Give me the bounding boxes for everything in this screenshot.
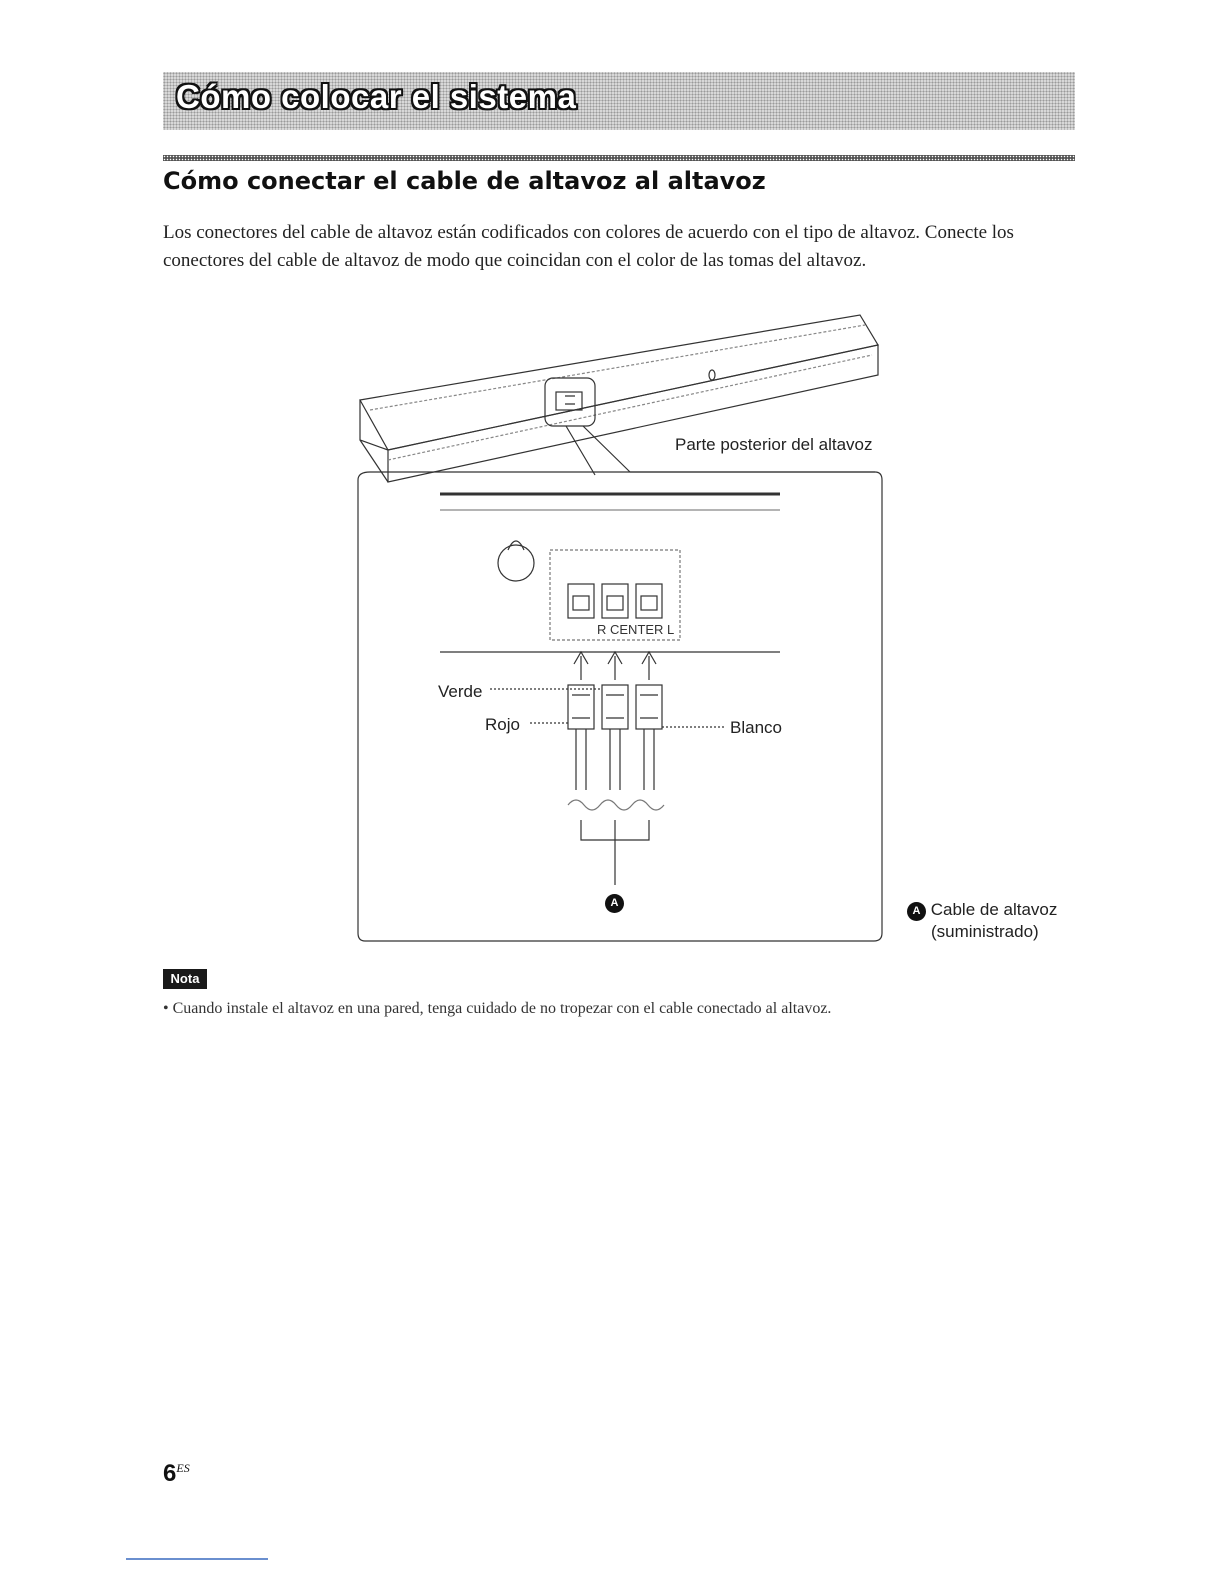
arrow-r [574,652,588,680]
plug-white [636,685,662,729]
terminal-label: R CENTER L [597,622,675,637]
plug-green [602,685,628,729]
plug-red [568,685,594,729]
legend-text-line2: (suministrado) [931,922,1039,941]
page-number-suffix: ES [176,1461,190,1475]
terminal-highlight [545,378,595,426]
speaker-bar-outline [360,315,878,450]
page-number [163,1460,190,1488]
note-text: • Cuando instale el altavoz en una pared, tenga cuidado de no tropezar con el cable conectado al altavoz. [163,1000,832,1017]
legend-marker-a: A [907,902,926,921]
section-heading: Cómo conectar el cable de altavoz al altavoz [163,167,766,195]
legend-text-line1: Cable de altavoz [930,900,1058,919]
page-title: Cómo colocar el sistema [176,78,577,115]
detail-frame [358,472,882,941]
arrow-center [608,652,622,680]
green-plug-label: Verde [438,682,483,701]
cable-marker-a: A [605,894,624,913]
speaker-connection-diagram [340,300,1080,950]
cable-legend [907,899,1057,943]
page-number-value: 6 [163,1460,177,1487]
back-of-speaker-label: Parte posterior del altavoz [675,435,873,454]
intro-paragraph: Los conectores del cable de altavoz están codificados con colores de acuerdo con el tipo de altavoz. Conecte los conectores del cable de altavoz de modo que coincidan con el color de las tomas del altavoz. [163,222,1014,271]
keyhole [498,545,534,581]
note-tag: Nota [163,969,207,989]
terminal-l [636,584,662,618]
bottom-mark [126,1558,268,1560]
terminal-r [568,584,594,618]
terminal-center [602,584,628,618]
diagram-illustration [340,300,1080,950]
white-plug-label: Blanco [730,718,782,737]
arrow-l [642,652,656,680]
section-divider [163,155,1075,161]
red-plug-label: Rojo [485,715,520,734]
